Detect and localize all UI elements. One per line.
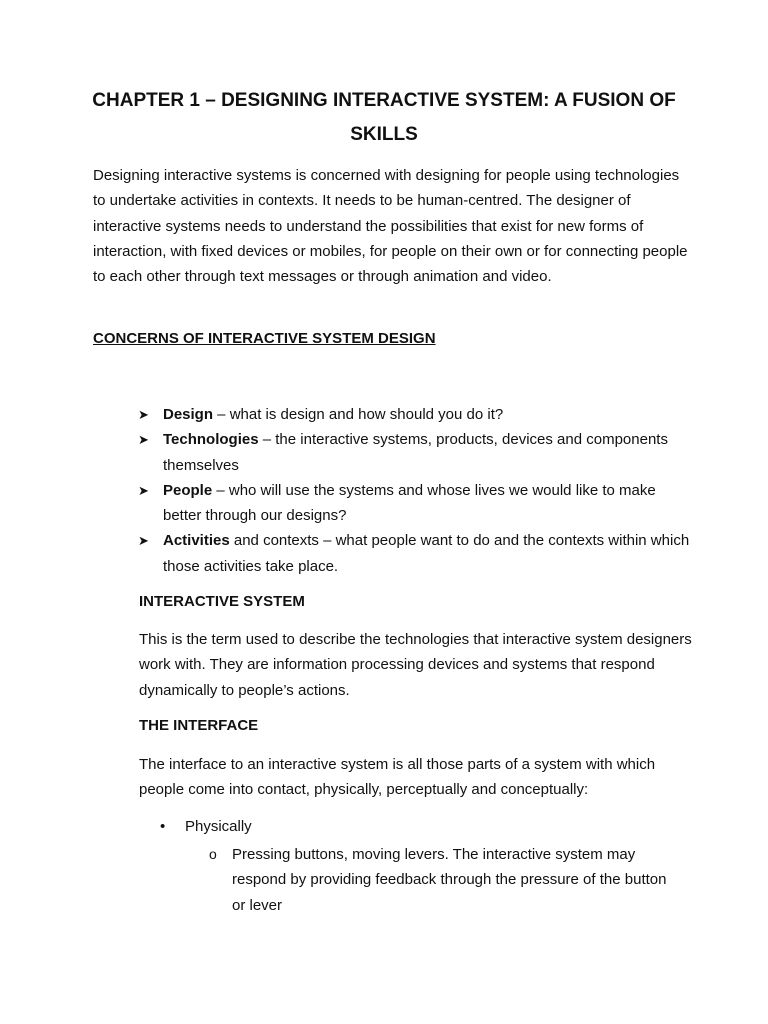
arrow-bullet-icon: ➤ — [138, 407, 149, 422]
bullet-dot-icon: • — [160, 818, 166, 835]
arrow-bullet-icon: ➤ — [138, 432, 149, 448]
concern-text: – who will use the systems and whose lives we would like to make better through our designs? — [163, 481, 656, 525]
sub-bullet-item — [209, 842, 669, 918]
interactive-system-heading: INTERACTIVE SYSTEM — [139, 593, 305, 610]
concerns-heading: CONCERNS OF INTERACTIVE SYSTEM DESIGN — [93, 330, 436, 347]
concern-term: Design — [163, 406, 214, 423]
hollow-circle-bullet-icon: o — [209, 846, 217, 862]
arrow-bullet-icon: ➤ — [138, 482, 149, 498]
concern-text: – what is design and how should you do it? — [213, 406, 504, 423]
sub-bullet-text: Pressing buttons, moving levers. The interactive system may respond by providing feedback through the pressure of the button or lever — [232, 846, 667, 914]
concerns-list — [138, 402, 698, 579]
chapter-title: CHAPTER 1 – DESIGNING INTERACTIVE SYSTEM: A FUSION OF SKILLS — [92, 90, 676, 145]
concern-item — [138, 528, 698, 579]
interface-paragraph: The interface to an interactive system is all those parts of a system with which people come into contact, physically, perceptually and conceptually: — [139, 756, 656, 799]
bullet-text: Physically — [185, 818, 252, 835]
arrow-bullet-icon: ➤ — [138, 533, 149, 549]
concern-text: – the interactive systems, products, devices and components themselves — [163, 431, 668, 474]
interface-heading: THE INTERFACE — [139, 717, 259, 734]
concern-term: People — [163, 481, 213, 499]
interactive-system-paragraph: This is the term used to describe the technologies that interactive system designers work with. They are information processing devices and systems that respond dynamically to people’s actions. — [139, 631, 692, 699]
concern-text: and contexts – what people want to do and the contexts within which those activities take place. — [163, 532, 690, 575]
intro-paragraph: Designing interactive systems is concerned with designing for people using technologies to undertake activities in contexts. It needs to be human-centred. The designer of interactive systems needs to understand the possibilities that exist for new forms of interaction, with fixed devices or mobiles, for people on their own or for connecting people to each other through text messages or through animation and video. — [93, 167, 688, 286]
concern-term: Activities — [163, 532, 230, 550]
concern-item — [138, 427, 698, 478]
concern-term: Technologies — [163, 431, 259, 449]
concern-item — [138, 478, 698, 529]
concern-item — [138, 402, 698, 427]
